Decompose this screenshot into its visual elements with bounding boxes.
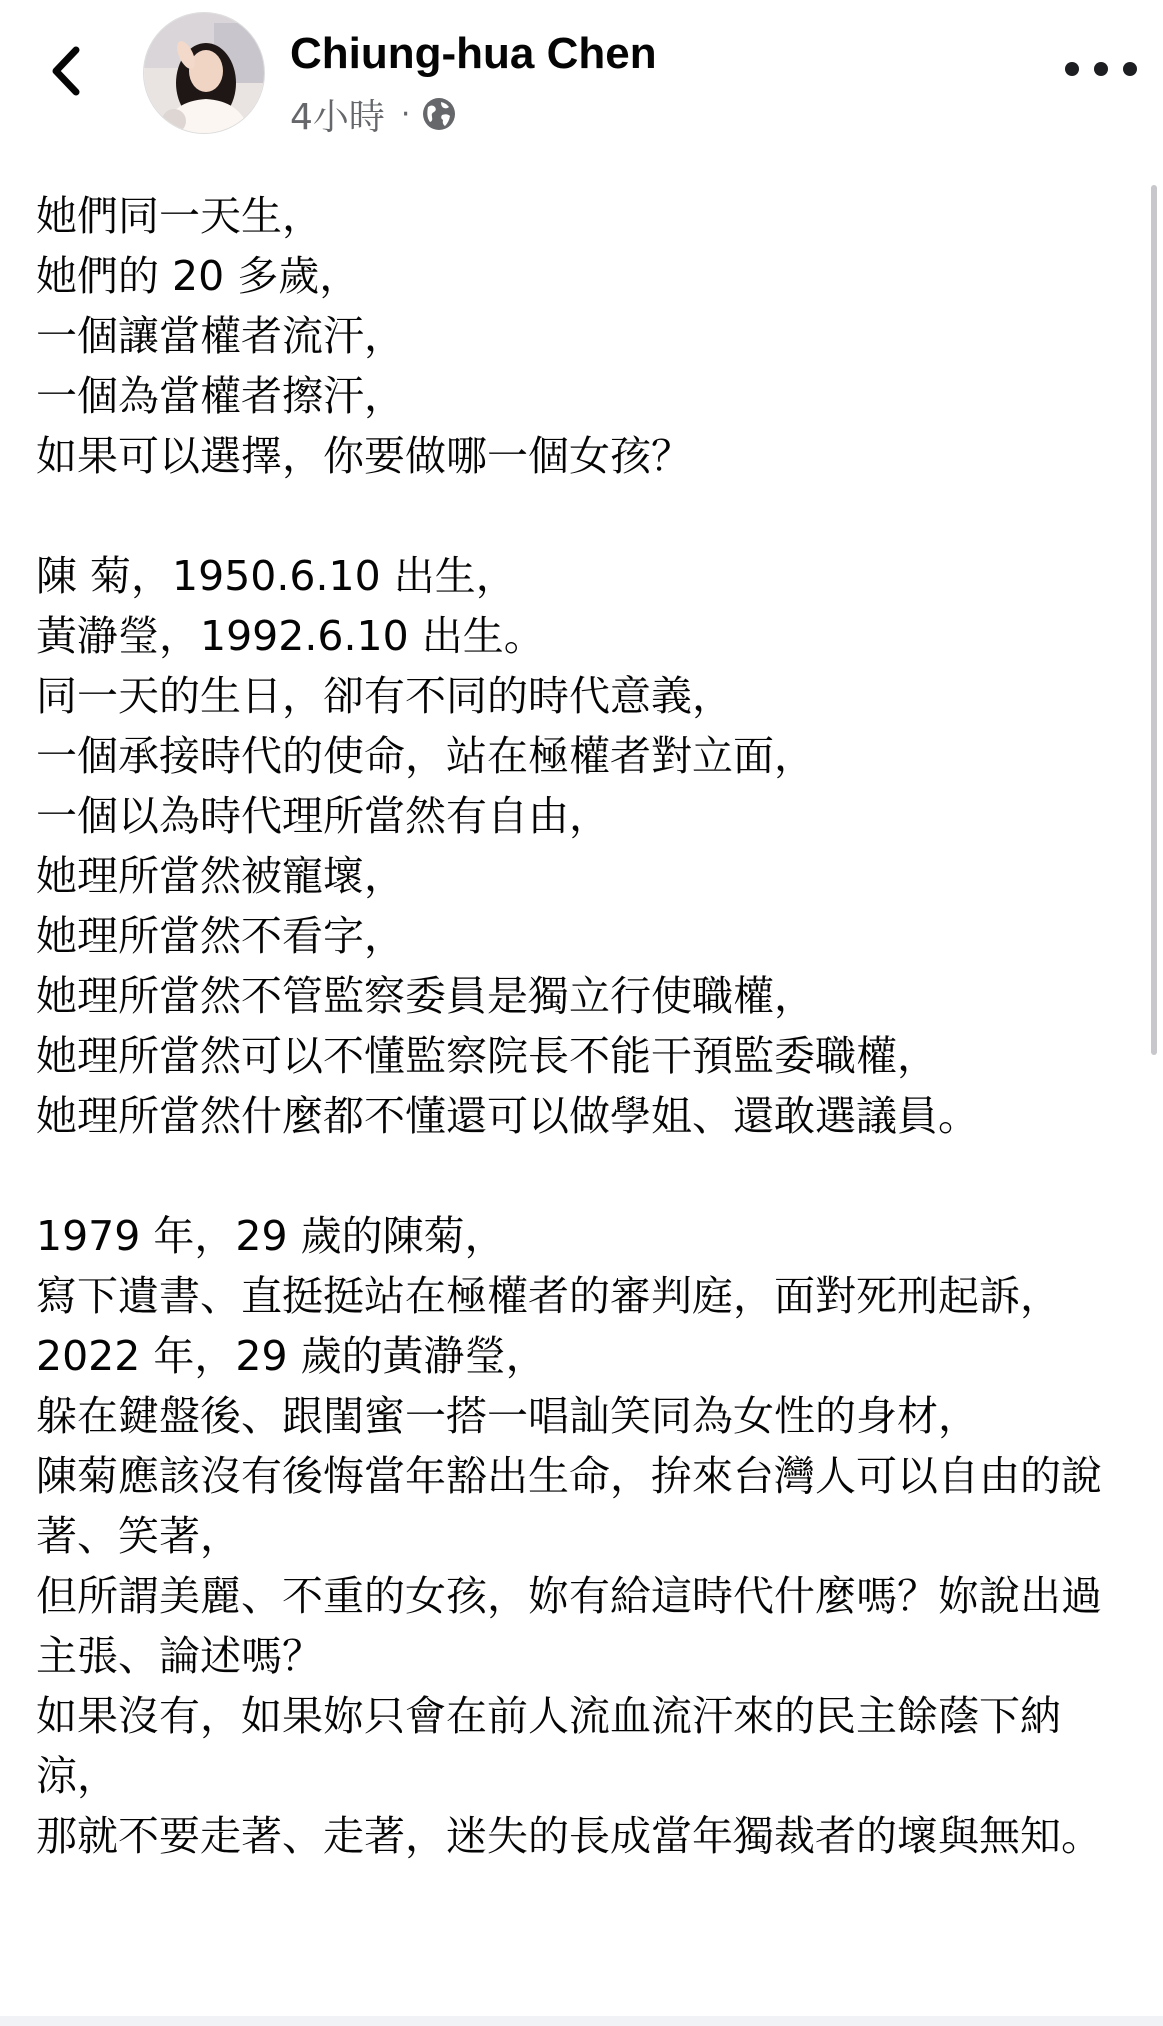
more-horizontal-icon (1065, 62, 1079, 76)
avatar-image (144, 13, 264, 133)
post-paragraph: 她們同一天生， 她們的 20 多歲， 一個讓當權者流汗， 一個為當權者擦汗， 如果可以選擇，你要做哪一個女孩？ (36, 192, 692, 480)
post-text (36, 186, 1106, 1926)
back-button[interactable] (40, 36, 100, 106)
post-paragraph: 陳 菊，1950.6.10 出生， 黃瀞瑩，1992.6.10 出生。 同一天的生日，卻有不同的時代意義， 一個承接時代的使命，站在極權者對立面， 一個以為時代理所當然有自由， 她理所當然被寵壞， 她理所當然不看字， 她理所當然不管監察委員是獨立行使職權， 她理所當然可以不懂監察院長不能干預監委職權， 她理所當然什麼都不懂還可以做學姐、還敢選議員。 (36, 552, 979, 1140)
post-header (0, 0, 1163, 150)
author-name[interactable]: Chiung-hua Chen (290, 29, 657, 78)
more-options-button[interactable] (1065, 44, 1137, 94)
scrollbar[interactable] (1151, 185, 1157, 1055)
meta-separator: · (400, 96, 411, 132)
post-paragraph: 1979 年，29 歲的陳菊， 寫下遺書、直挺挺站在極權者的審判庭，面對死刑起訴， 2022 年，29 歲的黃瀞瑩， 躲在鍵盤後、跟閨蜜一搭一唱訕笑同為女性的身材， 陳菊應該沒有後悔當年豁出生命，拚來台灣人可以自由的說著、笑著， 但所謂美麗、不重的女孩，妳有給這時代什麼嗎？妳說出過主張、論述嗎？ 如果沒有，如果妳只會在前人流血流汗來的民主餘蔭下納涼， 那就不要走著、走著，迷失的長成當年獨裁者的壞與無知。 (36, 1212, 1102, 1860)
chevron-left-icon (40, 36, 100, 106)
globe-icon (420, 95, 458, 133)
bottom-divider (0, 2016, 1163, 2026)
avatar[interactable] (143, 12, 265, 134)
post-timestamp[interactable]: 4小時 (290, 96, 385, 138)
post-meta (290, 88, 458, 140)
